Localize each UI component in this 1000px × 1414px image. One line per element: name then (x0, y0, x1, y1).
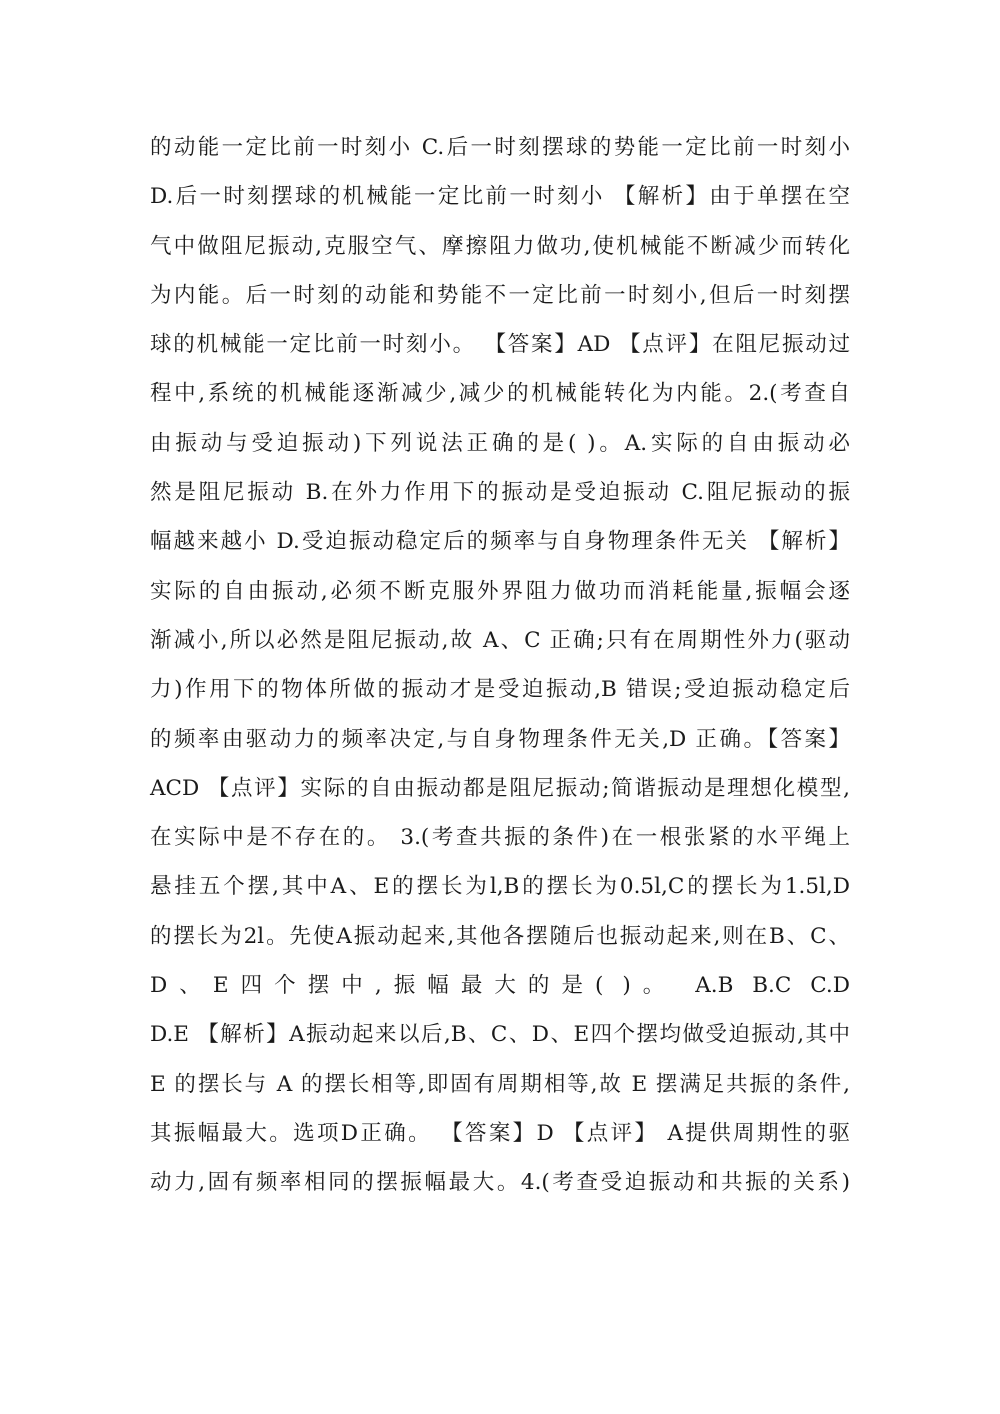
text-line: 的频率由驱动力的频率决定,与自身物理条件无关,D 正确。【答案】 (150, 726, 850, 752)
text-line: 的动能一定比前一时刻小 C.后一时刻摆球的势能一定比前一时刻小 (150, 135, 850, 160)
text-line: 球的机械能一定比前一时刻小。 【答案】AD 【点评】在阻尼振动过 (150, 332, 850, 358)
text-line: 实际的自由振动,必须不断克服外界阻力做功而消耗能量,振幅会逐 (150, 578, 850, 604)
text-line: 气中做阻尼振动,克服空气、摩擦阻力做功,使机械能不断减少而转化 (150, 233, 850, 259)
text-line: 力)作用下的物体所做的振动才是受迫振动,B 错误;受迫振动稳定后 (150, 677, 850, 703)
text-line: ACD 【点评】实际的自由振动都是阻尼振动;简谐振动是理想化模型, (150, 775, 850, 801)
text-line: D.E 【解析】A振动起来以后,B、C、D、E四个摆均做受迫振动,其中 (150, 1022, 850, 1048)
text-line: 动力,固有频率相同的摆振幅最大。4.(考查受迫振动和共振的关系) (150, 1170, 850, 1196)
text-line: 由振动与受迫振动)下列说法正确的是( )。A.实际的自由振动必 (150, 430, 850, 456)
text-line: 程中,系统的机械能逐渐减少,减少的机械能转化为内能。2.(考查自 (150, 381, 850, 407)
text-line: 幅越来越小 D.受迫振动稳定后的频率与自身物理条件无关 【解析】 (150, 529, 850, 555)
text-line: D、E四个摆中,振幅最大的是( )。 A.B B.C C.D (150, 973, 850, 999)
document-page (150, 126, 850, 1211)
text-line: 渐减小,所以必然是阻尼振动,故 A、C 正确;只有在周期性外力(驱动 (150, 627, 850, 653)
text-line: 悬挂五个摆,其中A、E的摆长为l,B的摆长为0.5l,C的摆长为1.5l,D (150, 874, 850, 900)
text-line: D.后一时刻摆球的机械能一定比前一时刻小 【解析】由于单摆在空 (150, 184, 850, 210)
text-line: 为内能。后一时刻的动能和势能不一定比前一时刻小,但后一时刻摆 (150, 282, 850, 308)
text-line: E 的摆长与 A 的摆长相等,即固有周期相等,故 E 摆满足共振的条件, (150, 1071, 850, 1097)
text-line: 的摆长为2l。先使A振动起来,其他各摆随后也振动起来,则在B、C、 (150, 923, 850, 949)
text-line: 其振幅最大。选项D正确。 【答案】D 【点评】 A提供周期性的驱 (150, 1120, 850, 1146)
text-line: 然是阻尼振动 B.在外力作用下的振动是受迫振动 C.阻尼振动的振 (150, 480, 850, 506)
text-line: 在实际中是不存在的。 3.(考查共振的条件)在一根张紧的水平绳上 (150, 825, 850, 851)
